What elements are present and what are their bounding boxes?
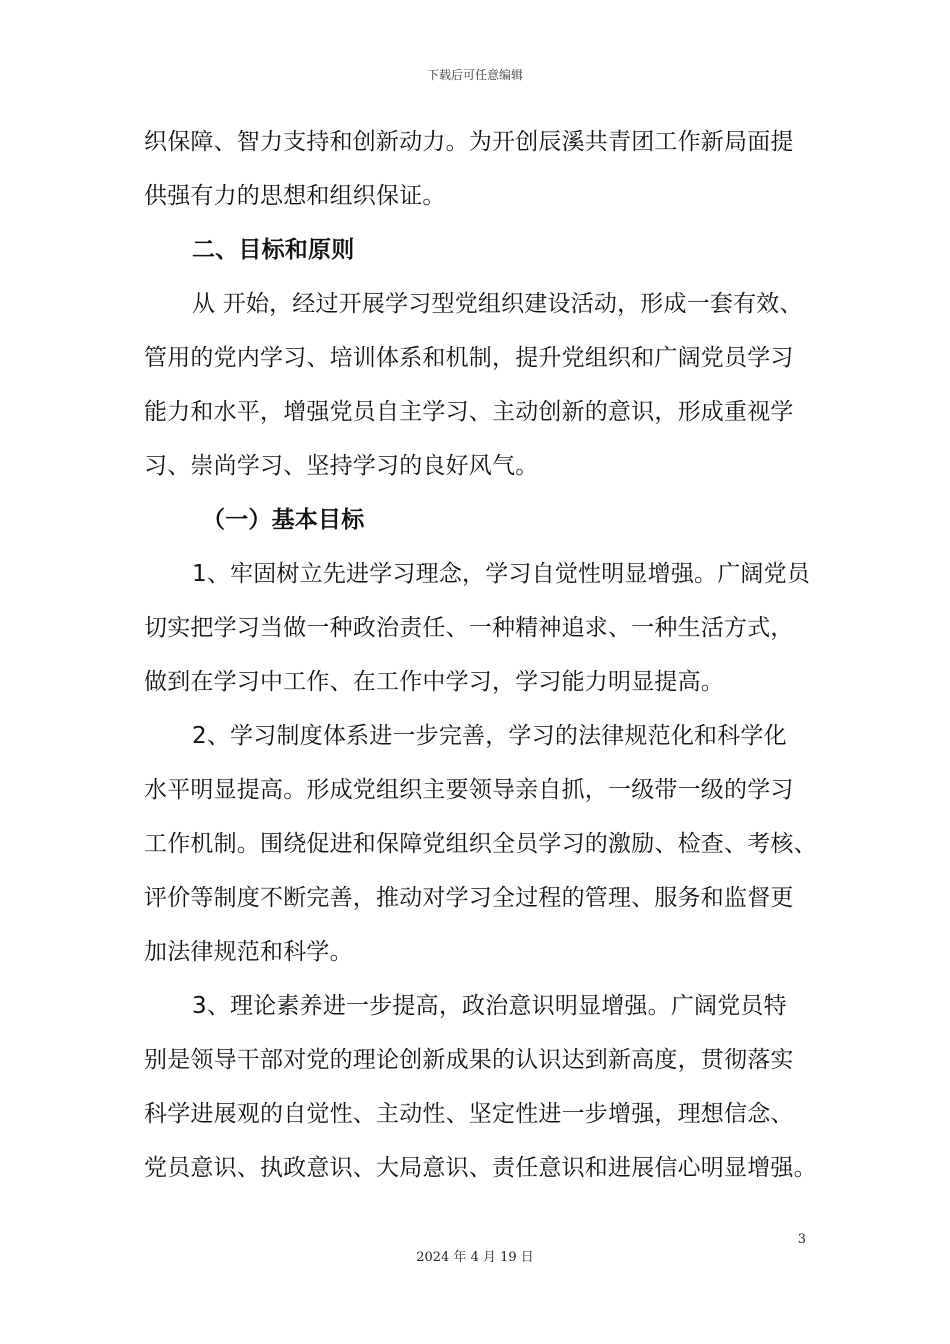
text-line: 3、理论素养进一步提高，政治意识明显增强。广阔党员特 — [192, 993, 787, 1019]
text-line: 水平明显提高。形成党组织主要领导亲自抓，一级带一级的学习 — [144, 777, 794, 803]
header-note: 下载后可任意编辑 — [426, 68, 523, 82]
subsection-heading: （一）基本目标 — [202, 507, 365, 533]
text-line: 织保障、智力支持和创新动力。为开创辰溪共青团工作新局面提 — [144, 129, 794, 155]
text-line: 切实把学习当做一种政治责任、一种精神追求、一种生活方式， — [144, 615, 794, 641]
text-line: 工作机制。围绕促进和保障党组织全员学习的激励、检查、考核、 — [144, 831, 817, 857]
section-heading: 二、目标和原则 — [192, 237, 355, 263]
text-line: 别是领导干部对党的理论创新成果的认识达到新高度，贯彻落实 — [144, 1047, 794, 1073]
text-line: 供强有力的思想和组织保证。 — [144, 183, 446, 209]
page-number: 3 — [797, 1232, 806, 1247]
text-line: 评价等制度不断完善，推动对学习全过程的管理、服务和监督更 — [144, 885, 794, 911]
text-line: 从 开始，经过开展学习型党组织建设活动，形成一套有效、 — [192, 291, 803, 317]
text-line: 做到在学习中工作、在工作中学习，学习能力明显提高。 — [144, 669, 724, 695]
footer-date: 2024 年 4 月 19 日 — [416, 1250, 534, 1265]
text-line: 党员意识、执政意识、大局意识、责任意识和进展信心明显增强。 — [144, 1155, 817, 1181]
text-line: 1、牢固树立先进学习理念，学习自觉性明显增强。广阔党员 — [192, 561, 811, 587]
text-line: 能力和水平，增强党员自主学习、主动创新的意识，形成重视学 — [144, 399, 794, 425]
text-line: 科学进展观的自觉性、主动性、坚定性进一步增强，理想信念、 — [144, 1101, 794, 1127]
text-line: 加法律规范和科学。 — [144, 939, 353, 965]
text-line: 管用的党内学习、培训体系和机制，提升党组织和广阔党员学习 — [144, 345, 794, 371]
text-line: 习、崇尚学习、坚持学习的良好风气。 — [144, 453, 539, 479]
text-line: 2、学习制度体系进一步完善，学习的法律规范化和科学化 — [192, 723, 787, 749]
document-body — [144, 115, 817, 1195]
